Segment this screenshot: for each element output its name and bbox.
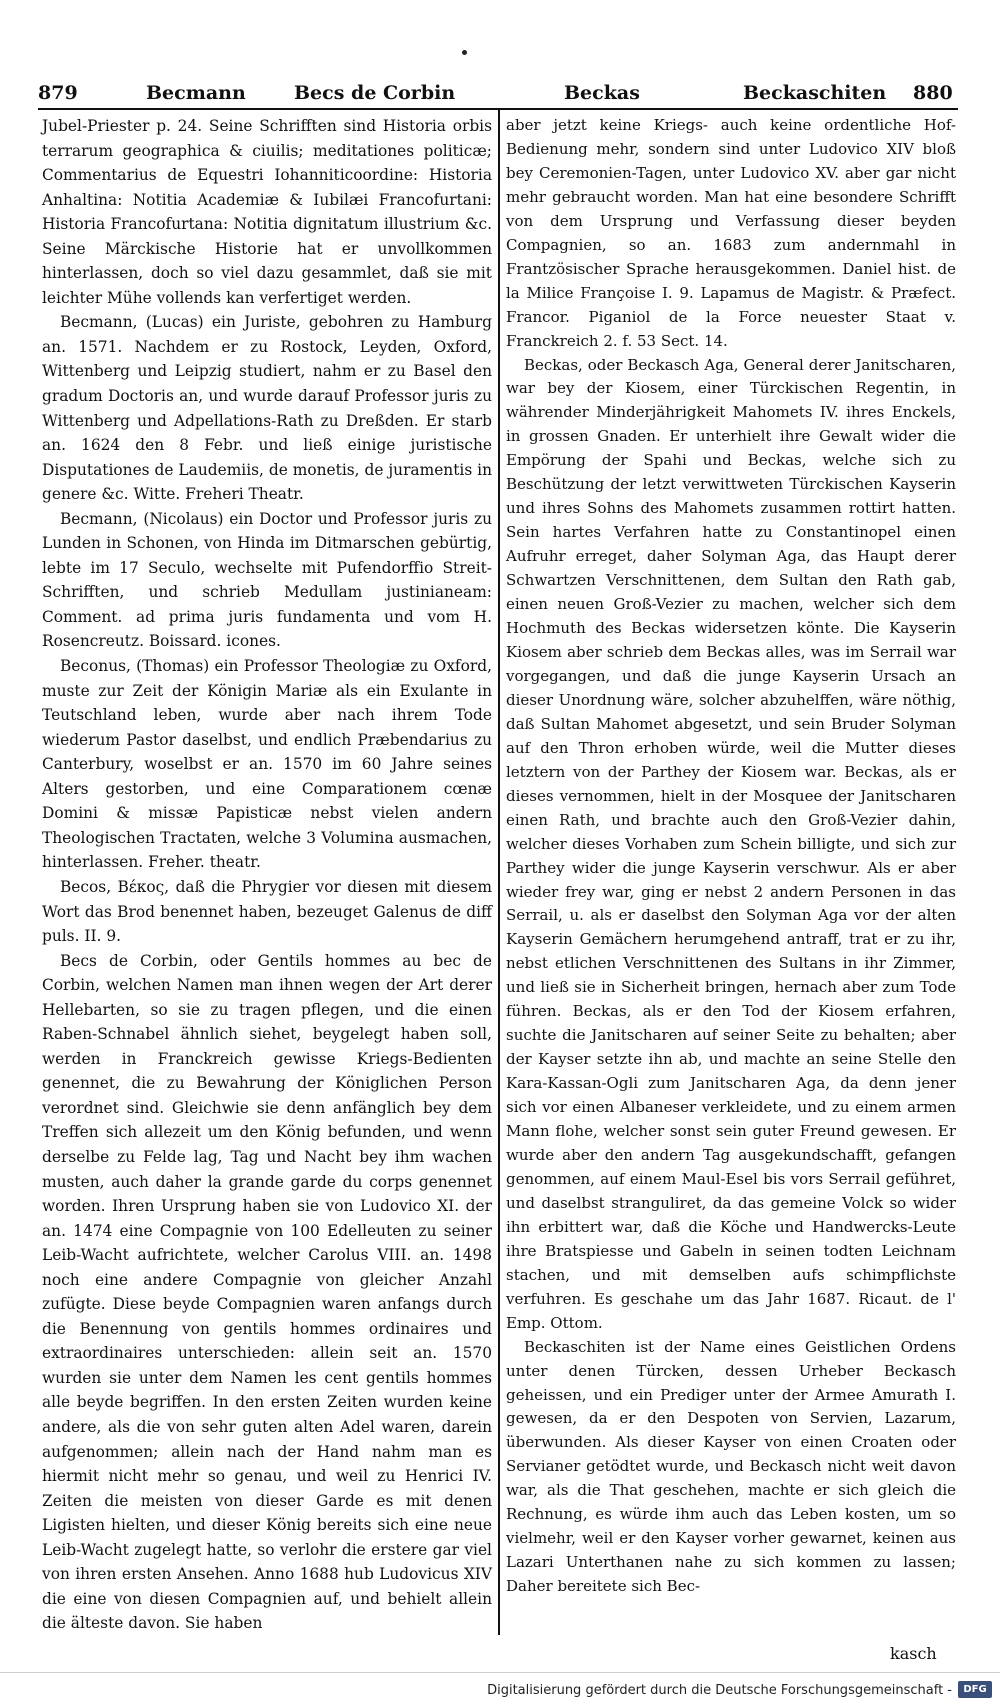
entry-becmann-nicolaus: Becmann, (Nicolaus) ein Doctor und Professor juris zu Lunden in Schonen, von Hinda im Ditmarschen gebürtig, lebte im 17 Seculo, wechselte mit Pufendorffio Streit-Schrifften, und schrieb Medullam justinianeam: Comment. ad prima juris fundamenta und vom H. Rosencreutz. Boissard. icones. [42,509,492,651]
page-number-right: 880 [913,82,953,104]
entry-becos: Becos, Βέκος, daß die Phrygier vor diesen mit diesem Wort das Brod benennet haben, bezeuget Galenus de diff puls. II. 9. [42,877,492,946]
catchword: kasch [890,1644,937,1663]
running-head-left-1: Becmann [146,82,246,104]
digitization-footer [0,1672,1000,1708]
entry-beckas: Beckas, oder Beckasch Aga, General derer Janitscharen, war bey der Kiosem, einer Türckischen Regentin, in währender Minderjährigkeit Mahomets IV. ihres Enckels, in grossen Gnaden. Er unterhielt ihre Gewalt wider die Empörung der Spahi und Beckas, welche sich zu Beschützung der letzt verwittweten Türckischen Kayserin und ihres Sohns des Mahomets zusammen rottirt hatten. Sein hartes Verfahren hatte zu Constantinopel einen Aufruhr erreget, daher Solyman Aga, das Haupt derer Schwartzen Verschnittenen, dem Sultan den Rath gab, einen neuen Groß-Vezier zu machen, welcher sich dem Hochmuth des Beckas widersetzen könte. Die Kayserin Kiosem aber schrieb dem Beckas alles, was im Serrail war vorgegangen, und daß die junge Kayserin Ursach an dieser Unordnung wäre, solcher abzuhelffen, wäre nöthig, daß Sultan Mahomet abgesetzt, und sein Bruder Solyman auf den Thron erhoben würde, weil die Mutter dieses letztern von der Parthey der Kiosem war. Beckas, als er dieses vernommen, hielt in der Mosquee der Janitscharen einen Rath, und brachte auch den Groß-Vezier dahin, welcher dieses Vorhaben zum Schein billigte, und sich zur Parthey wider die junge Kayserin verschwur. Als er aber wieder frey war, ging er nebst 2 andern Personen in das Serrail, u. als er daselbst den Solyman Aga vor der alten Kayserin Gemächern herumgehend antraff, trat er zu ihr, nebst etlichen Verschnittenen des Sultans in ihr Zimmer, und ließ sie in Sicherheit bringen, hernach aber zum Tode führen. Beckas, als er den Tod der Kiosem erfahren, suchte die Janitscharen auf seiner Seite zu behalten; aber der Kayser setzte ihn ab, und machte an seine Stelle den Kara-Kassan-Ogli zum Janitscharen Aga, da denn jener sich vor einen Albaneser verkleidete, und zu einem armen Mann flohe, welcher sonst sein guter Freund gewesen. Er wurde aber den andern Tag ausgekundschafft, gefangen genommen, auf einem Maul-Esel bis vors Serrail geführet, und daselbst stranguliret, da das gemeine Volck so wider ihn erbittert war, daß die Köche und Handwercks-Leute ihre Bratspiesse und Gabeln in seinen todten Leichnam stachen, und mit demselben aufs schimpflichste verfuhren. Es geschahe um das Jahr 1687. Ricaut. de l' Emp. Ottom. [506,355,956,1332]
footer-credit: Digitalisierung gefördert durch die Deutsche Forschungsgemeinschaft - [487,1683,952,1698]
running-head-right-2: Beckaschiten [743,82,887,104]
running-header [38,78,958,108]
entry-beconus: Beconus, (Thomas) ein Professor Theologiæ zu Oxford, muste zur Zeit der Königin Mariæ als ein Exulante in Teutschland leben, wurde aber nach ihrem Tode wiederum Pastor daselbst, und endlich Præbendarius zu Canterbury, woselbst er an. 1570 im 60 Jahre seines Alters gestorben, und eine Comparationem cœnæ Domini & missæ Papisticæ nebst vielen andern Theologischen Tractaten, welche 3 Volumina ausmachen, hinterlassen. Freher. theatr. [42,657,492,872]
ink-speck [462,50,467,55]
running-head-right-1: Beckas [564,82,640,104]
column-divider [498,110,500,1635]
entry-beckaschiten: Beckaschiten ist der Name eines Geistlichen Ordens unter denen Türcken, dessen Urheber Beckasch geheissen, und ein Prediger unter der Armee Amurath I. gewesen, da er den Despoten von Servien, Lazarum, überwunden. Als dieser Kayser von einen Croaten oder Servianer getödtet wurde, und Beckasch nicht weit davon war, als die That geschehen, machte er sich gleich die Rechnung, es würde ihm auch das Leben kosten, um so vielmehr, weil er den Kayser vorher gewarnet, keinen aus Lazari Unterthanen nahe zu sich kommen zu lassen; Daher bereitete sich Bec- [506,1337,956,1596]
paragraph-continuation: Jubel-Priester p. 24. Seine Schrifften sind Historia orbis terrarum geographica & ciuilis; meditationes politicæ; Commentarius de Equestri Iohanniticoordine: Historia Anhaltina: Notitia Academiæ & Iubilæi Francofurtani: Historia Francofurtana: Notitia dignitatum illustrium &c. Seine Märckische Historie hat er unvollkommen hinterlassen, doch so viel dazu gesammlet, daß sie mit leichter Mühe vollends kan verfertiget werden. [42,117,492,307]
left-column [42,114,492,1636]
page-number-left: 879 [38,82,78,104]
dfg-logo-icon: DFG [958,1681,992,1698]
right-column [506,114,956,1599]
paragraph-continuation: aber jetzt keine Kriegs- auch keine ordentliche Hof-Bedienung mehr, sondern sind unter Ludovico XIV bloß bey Ceremonien-Tagen, unter Ludovico XV. aber gar nicht mehr gebraucht worden. Man hat eine besondere Schrifft von dem Ursprung und Verfassung dieser beyden Compagnien, so an. 1683 zum andernmahl in Frantzösischer Sprache herausgekommen. Daniel hist. de la Milice Françoise I. 9. Lapamus de Magistr. & Præfect. Francor. Piganiol de la Force neuester Staat v. Franckreich 2. f. 53 Sect. 14. [506,116,956,350]
entry-becmann-lucas: Becmann, (Lucas) ein Juriste, gebohren zu Hamburg an. 1571. Nachdem er zu Rostock, Leyden, Oxford, Wittenberg und Leipzig studiert, nahm er zu Basel den gradum Doctoris an, und wurde darauf Professor juris zu Wittenberg und Adpellations-Rath zu Dreßden. Er starb an. 1624 den 8 Febr. und ließ einige juristische Disputationes de Laudemiis, de monetis, de juramentis in genere &c. Witte. Freheri Theatr. [42,313,492,504]
entry-becs-de-corbin: Becs de Corbin, oder Gentils hommes au bec de Corbin, welchen Namen man ihnen wegen der Art derer Hellebarten, so sie zu tragen pflegen, und die einen Raben-Schnabel ähnlich siehet, beygelegt haben soll, werden in Franckreich gewisse Kriegs-Bedienten genennet, die zu Bewahrung der Königlichen Person verordnet sind. Gleichwie sie denn anfänglich bey dem Treffen sich allezeit um den König befunden, und wenn derselbe zu Felde lag, Tag und Nacht bey ihm wachen musten, auch daher la grande garde du corps genennet worden. Ihren Ursprung haben sie von Ludovico XI. der an. 1474 eine Compagnie von 100 Edelleuten zu seiner Leib-Wacht aufrichtete, welcher Carolus VIII. an. 1498 noch eine andere Compagnie von gleicher Anzahl zufügte. Diese beyde Compagnien waren anfangs durch die Benennung von gentils hommes ordinaires und extraordinaires unterschieden: allein seit an. 1570 wurden sie unter dem Namen les cent gentils hommes alle beyde begriffen. In den ersten Zeiten wurden keine andere, als die von sehr guten alten Adel waren, darein aufgenommen; allein nach der Hand nahm man es hiermit nicht mehr so genau, und weil zu Henrici IV. Zeiten die meisten von dieser Garde es mit denen Ligisten hielten, und dieser König bereits sich eine neue Leib-Wacht zugelegt hatte, so verlohr die erstere gar viel von ihren ersten Ansehen. Anno 1688 hub Ludovicus XIV die eine von diesen Compagnien auf, und behielt allein die älteste davon. Sie haben [42,951,492,1633]
running-head-left-2: Becs de Corbin [294,82,456,104]
